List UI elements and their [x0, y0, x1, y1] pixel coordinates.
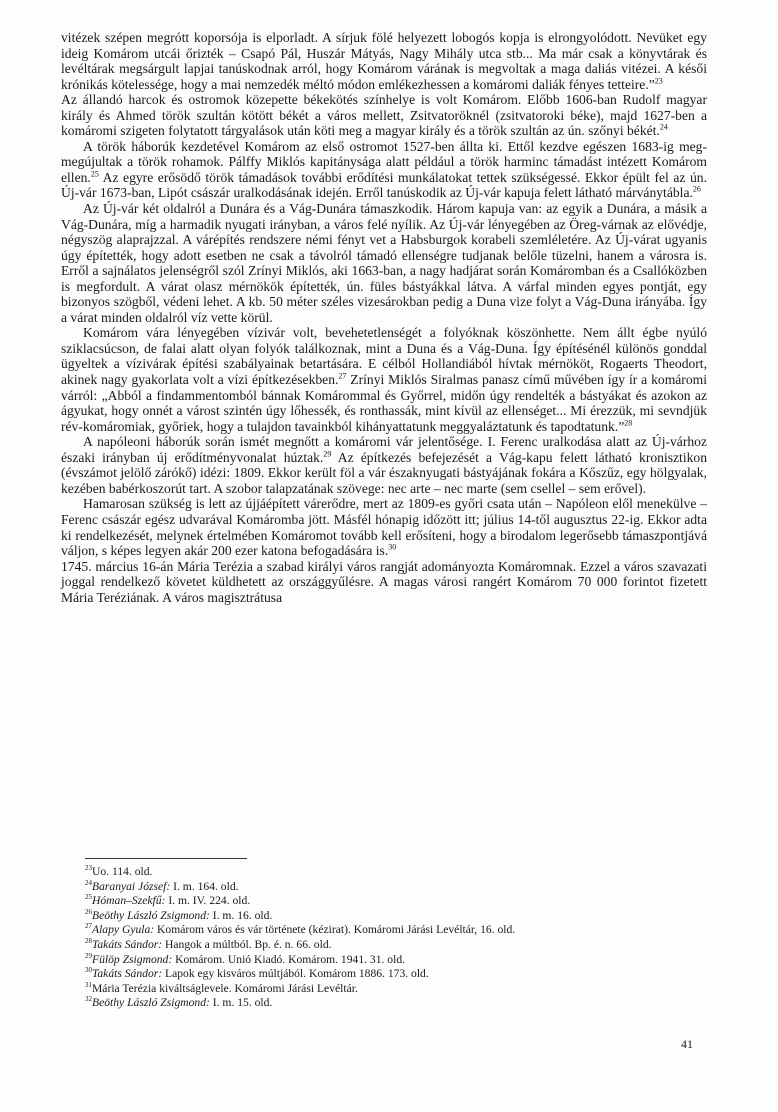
footnote: $^{24}$Baranyai József: I. m. 164. old.	[85, 878, 239, 893]
footnote: $^{32}$Beöthy László Zsigmond: I. m. 15. old.	[85, 995, 273, 1010]
footnote: $^{26}$Beöthy László Zsigmond: I. m. 16. old.	[85, 907, 273, 922]
footnote: $^{29}$Fülöp Zsigmond: Komárom. Unió Kiadó. Komárom. 1941. 31. old.	[85, 951, 406, 966]
paragraph-4: Az Új-vár két oldalról a Dunára és a Vág-Dunára támaszkodik. Három kapuja van: az egyik a Dunára, a másik a Vág-Dunára, míg a harmadik nyugati irányban, a város felé nyílik. Az Új-vár lényegében az Öreg-várnak az elővédje, négyszög alaprajzzal. A várépítés rendszere némi fényt vet a Habsburgok korabeli szemléletére. Az Új-várat ugyanis úgy építették, hogy adott esetben ne csak a távolról támadó ellenségre tudjanak belőle tüzelni, hanem a városra is. Erről a sajnálatos jelenségről szól Zrínyi Miklós, aki 1663-ban, a nagy hadjárat során Komáromban és a Csallóközben is megfordult. A várat olasz mérnökök építették, ún. füles bástyákkal látva. A várfal minden egyes pontját, egy bizonyos szögből, védeni lehet. A kb. 50 méter széles vizesárokban pedig a Duna vize folyt a Vág-Duna irányába. Így a várat minden oldalról víz vette körül.	[61, 201, 707, 325]
paragraph-5: Komárom vára lényegében vízivár volt, bevehetetlenségét a folyóknak köszönhette. Nem állt égbe nyúló sziklacsúcson, de falai alatt olyan folyók találkoznak, mint a Duna és a Vág-Duna. Így építésénél különös gonddal ügyeltek a vízivárak építési szabályainak betartására. E célból Hollandiából hívtak mérnököt, Rogaerts Theodort, akinek nagy gyakorlata volt a vízi építkezésekben.$^{27}$ Zrínyi Miklós Siralmas panasz című művében így ír a komáromi várról: „Abból a findammentomból bánnak Komárommal és Győrrel, midőn úgy rendelték a bástyákat és azokon az ágyukat, hogy onnét a várost szintén úgy lőhessék, és ronthassák, mint kívül az ellenséget... Mi érezzük, mi sevndjük rév-komáromiak, győriek, hogy a tulajdon tavainkból kihányattatunk meggyaláztatunk és tapodtatunk.”$^{28}$	[61, 325, 707, 434]
footnotes	[85, 865, 645, 1011]
footnote: $^{23}$Uo. 114. old.	[85, 864, 153, 878]
paragraph-3: A török háborúk kezdetével Komárom az első ostromot 1527-ben állta ki. Ettől kezdve egészen 1683-ig meg-megújultak a török rohamok. Pálffy Miklós kapitánysága alatt például a török harminc támadást intézett Komárom ellen.$^{25}$ Az egyre erősödő török támadások további erődítési munkálatokat tettek szükségessé. Ekkor épült fel az ún. Új-vár 1673-ban, Lipót császár uralkodásának idején. Erről tanúskodik az Új-vár kapuja felett látható márványtábla.$^{26}$	[61, 138, 707, 201]
paragraph-8: 1745. március 16-án Mária Terézia a szabad királyi város rangját adományozta Komáromnak. Ezzel a város szavazati joggal rendelkező követet küldhetett az országgyűlésre. A magas városi rangért Komárom 70 000 forintot fizetett Mária Teréziának. A város magisztrátusa	[61, 558, 707, 605]
body-text	[61, 30, 707, 605]
page-number: 41	[681, 1037, 693, 1051]
footnote: $^{27}$Alapy Gyula: Komárom város és vár története (kézirat). Komáromi Járási Levéltár, 16. old.	[85, 922, 516, 937]
footnote-ref-30: 30	[388, 542, 397, 552]
footnote: $^{28}$Takáts Sándor: Hangok a múltból. Bp. é. n. 66. old.	[85, 937, 332, 951]
footnote-ref-25: 25	[90, 169, 99, 179]
footnote: $^{31}$Mária Terézia kiváltságlevele. Komáromi Járási Levéltár.	[85, 980, 358, 995]
footnote-ref-26: 26	[692, 184, 701, 194]
footnote-ref-29: 29	[323, 449, 332, 459]
footnote-ref-24: 24	[659, 122, 668, 132]
footnote-ref-27: 27	[338, 371, 347, 381]
footnote-divider	[85, 858, 247, 859]
paragraph-6: A napóleoni háborúk során ismét megnőtt a komáromi vár jelentősége. I. Ferenc uralkodása alatt az Új-várhoz északi irányban új erődítményvonalat húztak.$^{29}$ Az építkezés befejezését a Vág-kapu felett látható kronisztikon (évszámot jelölő zárókő) idézi: 1809. Ekkor került föl a vár északnyugati bástyájának fokára a Kőszűz, egy hölgyalak, kezében babérkoszorút tart. A szobor talapzatának szövege: nec arte – nec marte (sem csellel – sem erővel).	[61, 434, 707, 496]
footnote-ref-28: 28	[624, 418, 633, 428]
paragraph-1: vitézek szépen megrótt koporsója is elporladt. A sírjuk fölé helyezett lobogós kopja is elrongyolódott. Nevüket egy ideig Komárom utcái őrizték – Csapó Pál, Huszár Mátyás, Nagy Mihály utca stb... Ma már csak a könyvtárak és levéltárak megsárgult lapjai tanúskodnak arról, hogy Komárom várának is megvoltak a maga daliás vitézei. A késői krónikás kötelessége, hogy a mai nemzedék méltó módon emlékezhessen a komáromi daliák fényes tetteire.”$^{23}$	[61, 30, 707, 92]
footnote: $^{25}$Hóman–Szekfű: I. m. IV. 224. old.	[85, 893, 251, 908]
footnote: $^{30}$Takáts Sándor: Lapok egy kisváros múltjából. Komárom 1886. 173. old.	[85, 966, 429, 981]
footnote-ref-23: 23	[654, 76, 663, 86]
paragraph-2: Az állandó harcok és ostromok közepette békekötés színhelye is volt Komárom. Előbb 1606-ban Rudolf magyar király és Ahmed török szultán kötött békét a város mellett, Zsitvatoröknél (zsitvatoroki béke), majd 1627-ben a komáromi szigeten folytatott tárgyalások után köti meg a magyar király és a török szultán az ún. szőnyi békét.$^{24}$	[61, 92, 707, 139]
paragraph-7: Hamarosan szükség is lett az újjáépített várerődre, mert az 1809-es győri csata után – Napóleon elől menekülve – Ferenc császár egész udvarával Komáromba jött. Másfél hónapig időzött itt; július 14-től augusztus 22-ig. Ekkor adta ki rendelkezését, melynek értelmében Komáromot tovább kell erősíteni, hogy a birodalom legerősebb támaszpontjává váljon, s képes legyen akár 200 ezer katona befogadására is.$^{30}$	[61, 496, 707, 559]
